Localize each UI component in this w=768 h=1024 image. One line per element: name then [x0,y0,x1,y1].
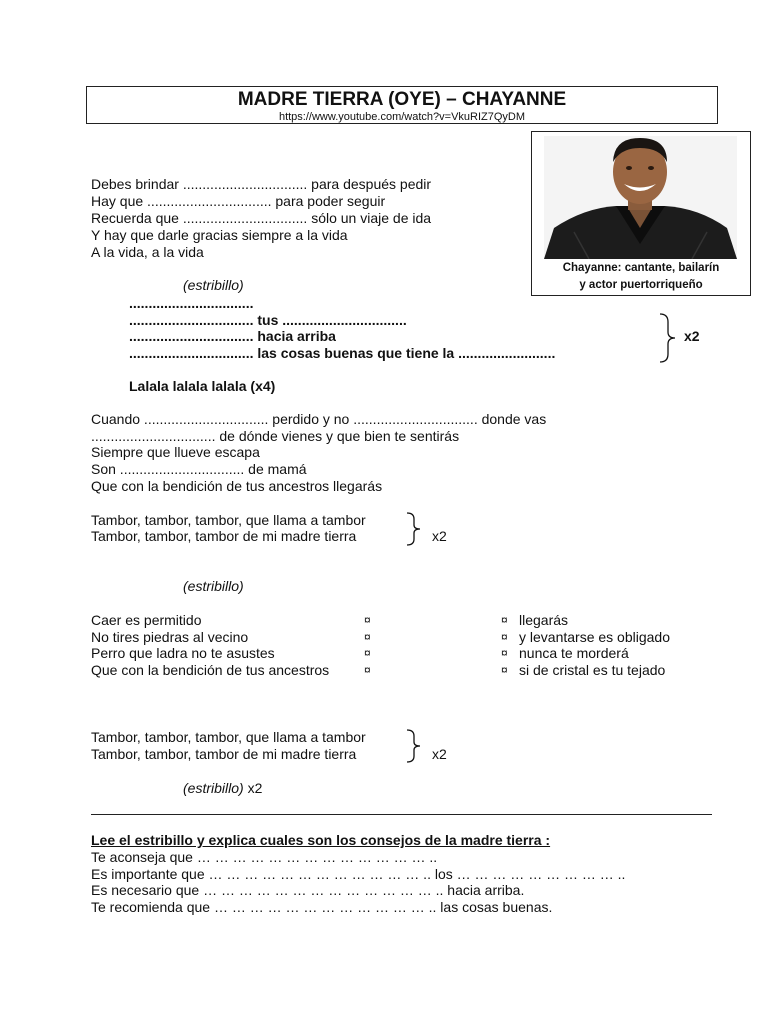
chorus-line: ................................ [129,295,254,311]
match-marker-icon: ¤ [501,646,508,660]
matching-right-item: nunca te morderá [519,645,629,661]
chorus-line: ................................ las cosas buenas que tiene la ......................... [129,345,556,361]
tambor-line: Tambor, tambor, tambor, que llama a tambor [91,512,366,528]
verse1-line: Y hay que darle gracias siempre a la vida [91,227,348,243]
artist-photo-box [531,131,751,296]
exercise-heading: Lee el estribillo y explica cuales son los consejos de la madre tierra : [91,832,551,848]
tambor-repeat: x2 [432,746,447,762]
match-marker-icon: ¤ [501,630,508,644]
matching-left-item: Caer es permitido [91,612,202,628]
verse2-line: Cuando ................................ perdido y no ................................ donde vas [91,411,547,427]
match-marker-icon: ¤ [501,613,508,627]
tambor-line: Tambor, tambor, tambor de mi madre tierra [91,528,357,544]
artist-portrait-illustration [544,136,737,259]
matching-left-item: No tires piedras al vecino [91,629,249,645]
chorus-repeat: x2 [684,328,700,344]
title-box [86,86,718,124]
match-marker-icon: ¤ [364,646,371,660]
verse1-line: Hay que ................................ para poder seguir [91,193,386,209]
matching-right-item: y levantarse es obligado [519,629,670,645]
estribillo-x2 [183,780,262,797]
chorus-brace-icon [657,312,679,364]
tambor-brace-icon [404,511,424,547]
match-marker-icon: ¤ [364,613,371,627]
match-marker-icon: ¤ [501,663,508,677]
song-title: MADRE TIERRA (OYE) – CHAYANNE [237,89,567,110]
matching-right-item: llegarás [519,612,569,628]
estribillo-x2-suffix: x2 [243,780,263,796]
match-marker-icon: ¤ [364,663,371,677]
caption-line-2: y actor puertorriqueño [579,279,703,291]
caption-line-1: Chayanne: cantante, bailarín [562,262,720,274]
photo-caption [532,260,750,294]
estribillo-x2-label: (estribillo) [183,780,244,796]
estribillo-label: (estribillo) [183,277,244,293]
verse1-line: A la vida, a la vida [91,244,204,260]
lalala-line: Lalala lalala lalala (x4) [129,378,276,394]
verse2-line: Siempre que llueve escapa [91,444,260,460]
tambor-brace-icon [404,728,424,764]
matching-left-item: Perro que ladra no te asustes [91,645,275,661]
verse2-line: ................................ de dónde vienes y que bien te sentirás [91,428,460,444]
artist-photo [544,136,737,259]
exercise-line: Te aconseja que … … … … … … … … … … … … … .. [91,849,438,865]
tambor-line: Tambor, tambor, tambor de mi madre tierra [91,746,357,762]
verse1-line: Debes brindar ................................ para después pedir [91,176,432,192]
tambor-line: Tambor, tambor, tambor, que llama a tambor [91,729,366,745]
verse2-line: Son ................................ de mamá [91,461,307,477]
exercise-line: Te recomienda que … … … … … … … … … … … … .. las cosas buenas. [91,899,553,915]
chorus-line: ................................ tus ................................ [129,312,407,328]
estribillo-label: (estribillo) [183,578,244,594]
tambor-repeat: x2 [432,528,447,544]
exercise-line: Es necesario que … … … … … … … … … … … … … .. hacia arriba. [91,882,525,898]
verse2-line: Que con la bendición de tus ancestros llegarás [91,478,383,494]
exercise-line: Es importante que … … … … … … … … … … … … .. los … … … … … … … … … .. [91,866,626,882]
matching-left-item: Que con la bendición de tus ancestros [91,662,330,678]
video-url[interactable]: https://www.youtube.com/watch?v=VkuRIZ7QyDM [278,111,526,123]
match-marker-icon: ¤ [364,630,371,644]
verse1-line: Recuerda que ................................ sólo un viaje de ida [91,210,432,226]
chorus-line: ................................ hacia arriba [129,328,336,344]
section-divider [91,814,712,815]
matching-right-item: si de cristal es tu tejado [519,662,666,678]
